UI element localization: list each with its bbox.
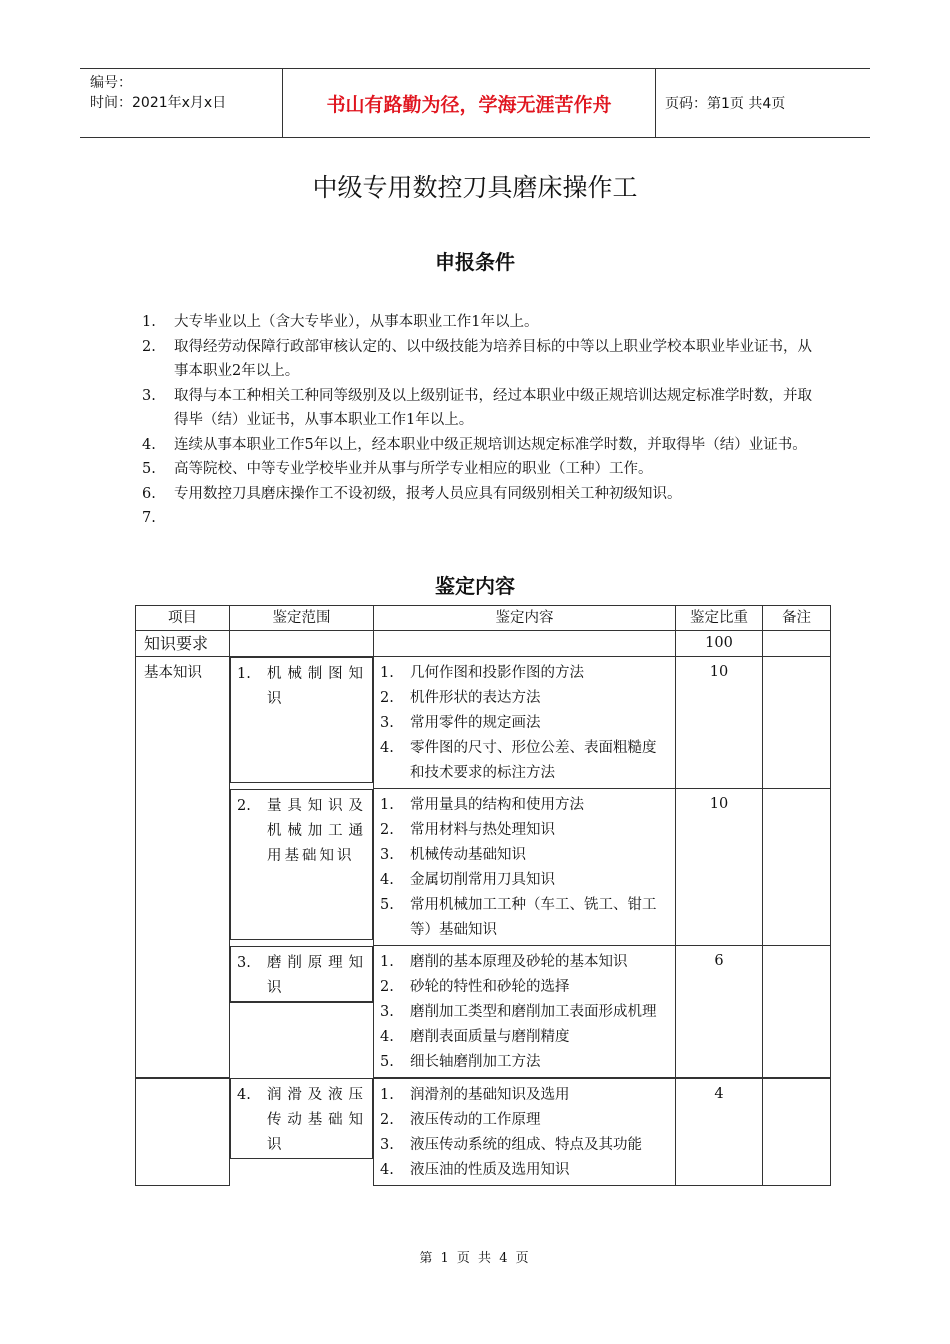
list-item xyxy=(380,736,669,786)
item-number: 4. xyxy=(380,740,394,756)
item-number: 5. xyxy=(380,1054,394,1070)
item-number: 4. xyxy=(380,1029,394,1045)
list-item xyxy=(380,1083,669,1108)
ratio-cell: 4 xyxy=(676,1078,763,1186)
item-text: 取得与本工种相关工种同等级别及以上级别证书，经过本职业中级正规培训达规定标准学时数，并取得毕（结）业证书，从事本职业工作1年以上。 xyxy=(174,387,812,428)
item-text: 专用数控刀具磨床操作工不设初级，报考人员应具有同级别相关工种初级知识。 xyxy=(174,485,682,502)
scope-number: 4. xyxy=(237,1087,251,1103)
list-item xyxy=(380,893,669,943)
table-cell xyxy=(136,1078,230,1186)
list-item xyxy=(380,661,669,686)
item-text: 常用材料与热处理知识 xyxy=(410,822,555,838)
assessment-heading: 鉴定内容 xyxy=(435,574,515,598)
list-item xyxy=(380,1050,669,1075)
item-number: 4. xyxy=(380,1162,394,1178)
header-motto: 书山有路勤为径，学海无涯苦作舟 xyxy=(326,93,612,116)
item-number: 2. xyxy=(380,979,394,995)
table-cell xyxy=(763,631,831,657)
item-number: 7. xyxy=(142,510,156,526)
list-item xyxy=(142,482,822,507)
item-number: 1. xyxy=(380,954,394,970)
list-item xyxy=(380,868,669,893)
content-cell xyxy=(374,657,676,789)
item-text: 零件图的尺寸、形位公差、表面粗糙度和技术要求的标注方法 xyxy=(410,740,657,781)
section-label: 知识要求 xyxy=(136,631,230,657)
item-text: 润滑剂的基础知识及选用 xyxy=(410,1087,570,1103)
content-cell xyxy=(374,946,676,1079)
item-number: 2. xyxy=(380,690,394,706)
list-item xyxy=(142,384,822,433)
document-title: 中级专用数控刀具磨床操作工 xyxy=(312,173,638,202)
header-divider xyxy=(655,69,656,137)
item-text: 机件形状的表达方法 xyxy=(410,690,541,706)
item-text: 大专毕业以上（含大专毕业），从事本职业工作1年以上。 xyxy=(174,314,539,330)
item-number: 3. xyxy=(380,847,394,863)
table-header-row xyxy=(136,606,831,631)
item-text: 连续从事本职业工作5年以上，经本职业中级正规培训达规定标准学时数，并取得毕（结）业证书。 xyxy=(174,436,807,453)
remark-cell xyxy=(763,789,831,946)
list-item xyxy=(380,793,669,818)
requirements-list xyxy=(142,310,822,531)
list-item xyxy=(380,843,669,868)
item-number: 5. xyxy=(142,461,156,477)
ratio-cell: 10 xyxy=(676,789,763,946)
list-item xyxy=(380,1158,669,1183)
table-row xyxy=(136,657,831,789)
remark-cell xyxy=(763,1078,831,1186)
list-item xyxy=(380,711,669,736)
scope-number: 1. xyxy=(237,666,251,682)
ratio-cell: 10 xyxy=(676,657,763,789)
list-item xyxy=(380,686,669,711)
item-number: 1. xyxy=(380,665,394,681)
item-text: 几何作图和投影作图的方法 xyxy=(410,665,584,681)
item-text: 液压传动系统的组成、特点及其功能 xyxy=(410,1137,642,1153)
scope-cell xyxy=(230,657,373,783)
section-total: 100 xyxy=(676,631,763,657)
list-item xyxy=(142,310,822,335)
table-cell xyxy=(374,631,676,657)
list-item xyxy=(380,975,669,1000)
list-item xyxy=(142,506,822,531)
list-item xyxy=(380,1000,669,1025)
requirements-heading: 申报条件 xyxy=(435,250,515,274)
item-text: 取得经劳动保障行政部审核认定的、以中级技能为培养目标的中等以上职业学校本职业毕业证书，从事本职业2年以上。 xyxy=(174,338,812,379)
item-text: 磨削加工类型和磨削加工表面形成机理 xyxy=(410,1004,657,1020)
item-number: 1. xyxy=(380,1087,394,1103)
item-text: 液压传动的工作原理 xyxy=(410,1112,541,1128)
item-number: 2. xyxy=(380,1112,394,1128)
column-header: 备注 xyxy=(763,606,831,631)
table-row xyxy=(136,946,831,1079)
table-row xyxy=(136,789,831,946)
list-item xyxy=(380,1025,669,1050)
list-item xyxy=(142,335,822,384)
table-row xyxy=(136,1078,831,1186)
item-text: 磨削表面质量与磨削精度 xyxy=(410,1029,570,1045)
list-item xyxy=(380,1133,669,1158)
list-item xyxy=(380,950,669,975)
remark-cell xyxy=(763,657,831,789)
scope-cell xyxy=(230,946,373,1003)
item-text: 金属切削常用刀具知识 xyxy=(410,872,555,888)
column-header: 项目 xyxy=(136,606,230,631)
item-text xyxy=(174,506,822,531)
item-number: 1. xyxy=(380,797,394,813)
scope-text: 量具知识及机械加工通用基础知识 xyxy=(267,797,366,864)
content-cell xyxy=(374,1078,676,1186)
page-header xyxy=(80,68,870,138)
scope-text: 磨削原理知识 xyxy=(267,954,366,996)
time-label: 时间：2021年x月x日 xyxy=(90,95,227,111)
scope-number: 2. xyxy=(237,797,251,814)
scope-cell xyxy=(230,789,373,940)
scope-cell xyxy=(230,1078,373,1159)
item-number: 3. xyxy=(380,715,394,731)
group-label: 基本知识 xyxy=(136,657,230,1079)
scope-number: 3. xyxy=(237,954,251,971)
item-text: 常用量具的结构和使用方法 xyxy=(410,797,584,813)
item-text: 砂轮的特性和砂轮的选择 xyxy=(410,979,570,995)
page-footer: 第 1 页 共 4 页 xyxy=(419,1251,531,1266)
column-header: 鉴定范围 xyxy=(230,606,374,631)
item-number: 5. xyxy=(380,897,394,913)
assessment-table xyxy=(135,605,831,1186)
ratio-cell: 6 xyxy=(676,946,763,1079)
item-number: 2. xyxy=(380,822,394,838)
column-header: 鉴定比重 xyxy=(676,606,763,631)
item-number: 3. xyxy=(380,1137,394,1153)
item-number: 1. xyxy=(142,314,156,330)
section-row xyxy=(136,631,831,657)
item-text: 高等院校、中等专业学校毕业并从事与所学专业相应的职业（工种）工作。 xyxy=(174,461,653,477)
scope-text: 机械制图知识 xyxy=(267,666,366,707)
list-item xyxy=(142,457,822,482)
item-number: 4. xyxy=(380,872,394,888)
item-number: 4. xyxy=(142,436,156,453)
item-text: 常用机械加工工种（车工、铣工、钳工等）基础知识 xyxy=(410,897,657,938)
scope-text: 润滑及液压传动基础知识 xyxy=(267,1087,366,1153)
header-meta xyxy=(90,73,280,113)
item-number: 2. xyxy=(142,338,156,355)
remark-cell xyxy=(763,946,831,1079)
item-number: 3. xyxy=(142,387,156,404)
item-text: 机械传动基础知识 xyxy=(410,847,526,863)
content-cell xyxy=(374,789,676,946)
list-item xyxy=(380,1108,669,1133)
item-number: 3. xyxy=(380,1004,394,1020)
item-number: 6. xyxy=(142,485,156,502)
list-item xyxy=(380,818,669,843)
item-text: 常用零件的规定画法 xyxy=(410,715,541,731)
list-item xyxy=(142,433,822,458)
item-text: 液压油的性质及选用知识 xyxy=(410,1162,570,1178)
header-page-label: 页码：第1页 共4页 xyxy=(665,96,786,112)
column-header: 鉴定内容 xyxy=(374,606,676,631)
item-text: 磨削的基本原理及砂轮的基本知识 xyxy=(410,954,628,970)
table-cell xyxy=(230,631,374,657)
item-text: 细长轴磨削加工方法 xyxy=(410,1054,541,1070)
number-label: 编号： xyxy=(90,75,132,91)
